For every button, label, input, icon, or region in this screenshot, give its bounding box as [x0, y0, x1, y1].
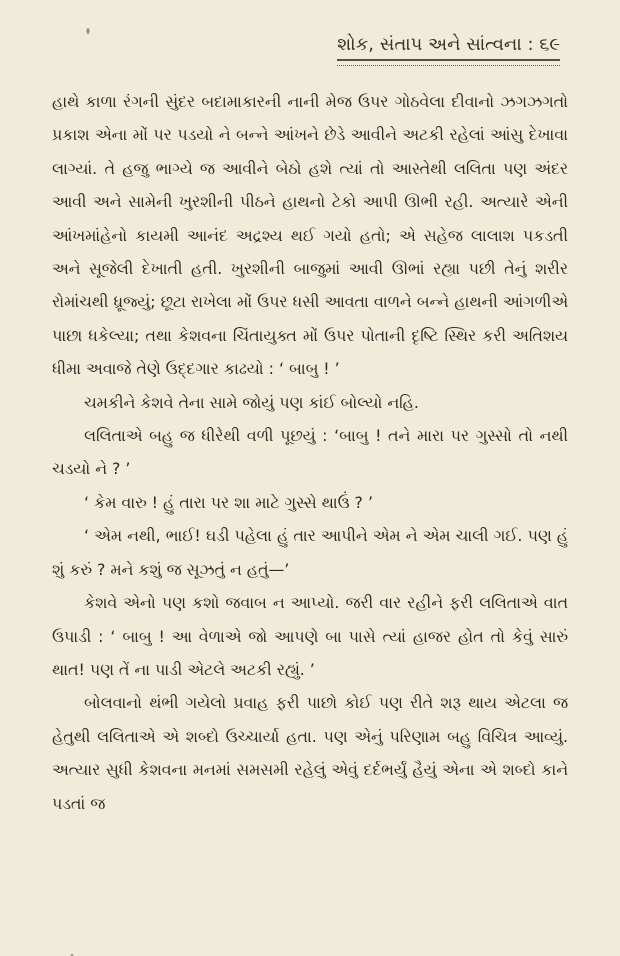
body-text — [52, 85, 568, 820]
paragraph-5: ‘ એમ નથી, ભાઈ! ઘડી પહેલા હું તાર આપીને એમ ને એમ ચાલી ગઈ. પણ હું શું કરું ? મને કશું જ સૂઝતું ન હતું—’ — [52, 526, 568, 579]
paragraph-2: ચમકીને કેશવે તેના સામે જોયું પણ કાંઈ બોલ્યો નહિ. — [84, 392, 419, 412]
paragraph-7: બોલવાનો થંભી ગયેલો પ્રવાહ ફરી પાછો કોઈ પણ રીતે શરૂ થાય એટલા જ હેતુથી લલિતાએ એ શબ્દો ઉચ્ચાર્યા હતા. પણ એનું પરિણામ બહુ વિચિત્ર આવ્યું. અત્યાર સુધી કેશવના મનમાં સમસમી રહેલું એવું દર્દભર્યું હૈયું એના એ શબ્દો કાને પડતાં જ — [52, 693, 568, 813]
paragraph-6: કેશવે એનો પણ કશો જવાબ ન આપ્યો. જરી વાર રહીને ફરી લલિતાએ વાત ઉપાડી : ‘ બાબુ ! આ વેળાએ જો આપણે બા પાસે ત્યાં હાજર હોત તો કેવું સારું થાત! પણ તેં ના પાડી એટલે અટકી રહ્યું. ’ — [52, 593, 568, 679]
paragraph-4: ‘ કેમ વારુ ! હું તારા પર શા માટે ગુસ્સે થાઉં ? ’ — [84, 492, 373, 512]
page-header — [52, 34, 560, 61]
running-head: શોક, સંતાપ અને સાંત્વના : ૬૯ — [337, 34, 560, 61]
paragraph-1: હાથે કાળા રંગની સુંદર બદામાકારની નાની મેજ ઉપર ગોઠવેલા દીવાનો ઝગઝગતો પ્રકાશ એના મોં પર પડયો ને બન્ને આંખને છેડે આવીને અટકી રહેલાં આંસુ દેખાવા લાગ્યાં. તે હજુ ભાગ્યે જ આવીને બેઠો હશે ત્યાં તો આસ્તેથી લલિતા પણ અંદર આવી અને સામેની ખુરશીની પીઠને હાથનો ટેકો આપી ઊભી રહી. અત્યારે એની આંખમાંહેનો કાયમી આનંદ અદ્રશ્ય થઈ ગયો હતો; એ સહેજ લાલાશ પકડતી અને સૂજેલી દેખાતી હતી. ખુરશીની બાજુમાં આવી ઊભાં રહ્યા પછી તેનું શરીર રોમાંચથી ધ્રૂજ્યું; છૂટા રાખેલા મોં ઉપર ધસી આવતા વાળને બન્ને હાથની આંગળીએ પાછા ધકેલ્યા; તથા કેશવના ચિંતાયુક્ત મોં ઉપર પોતાની દૃષ્ટિ સ્થિર કરી અતિશય ધીમા અવાજે તેણે ઉદ્દગાર કાઢયો : ‘ બાબુ ! ’ — [52, 92, 568, 379]
paragraph-3: લલિતાએ બહુ જ ધીરેથી વળી પૂછયું : ‘બાબુ ! તને મારા પર ગુસ્સો તો નથી ચડયો ને ? ’ — [52, 426, 568, 479]
